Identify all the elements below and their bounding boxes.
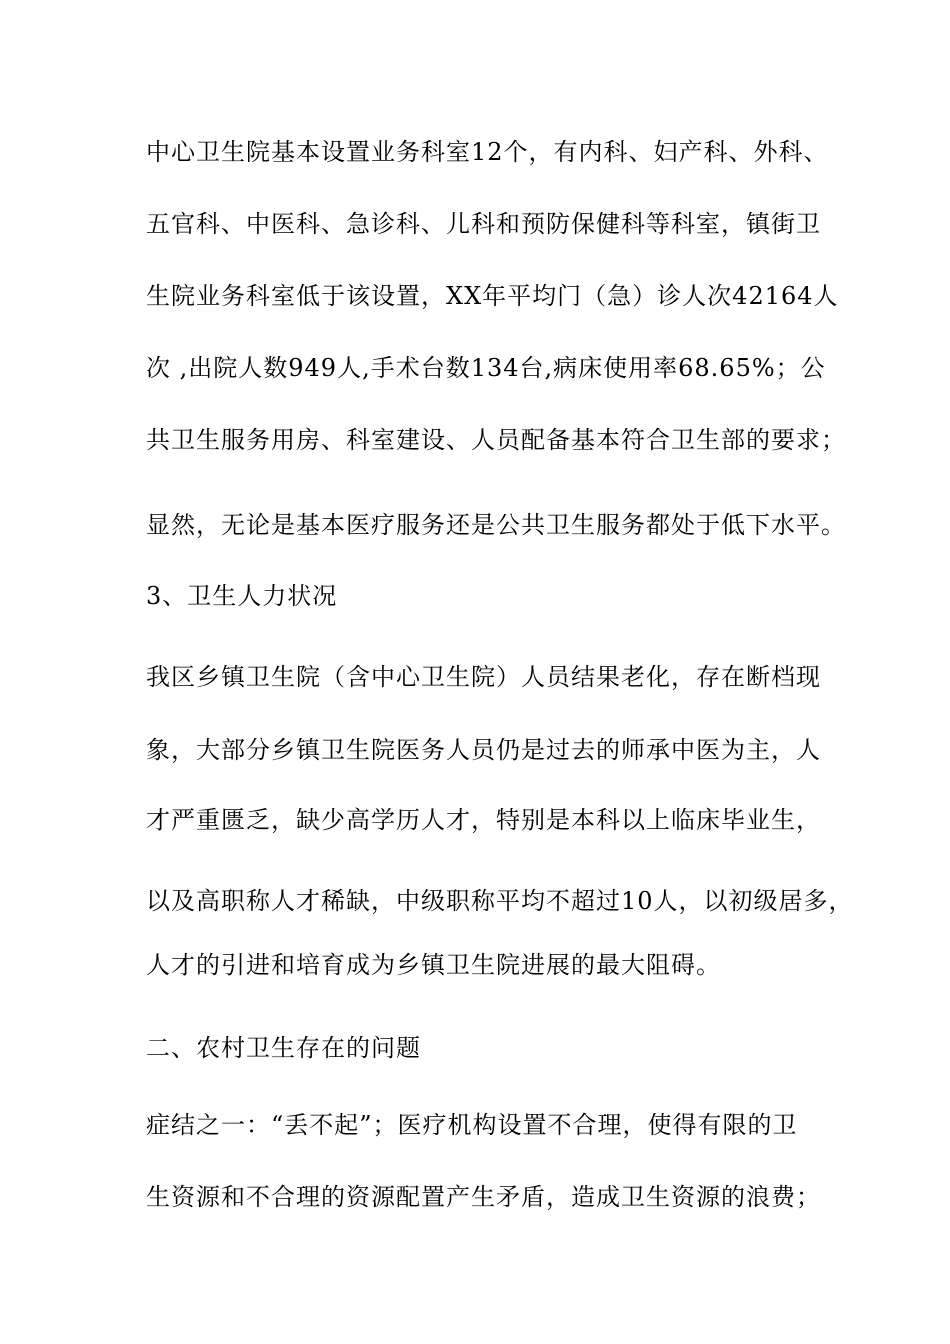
text-line-15: 生资源和不合理的资源配置产生矛盾，造成卫生资源的浪费； — [146, 1183, 821, 1211]
text-line-9: 象，大部分乡镇卫生院医务人员仍是过去的师承中医为主，人 — [146, 736, 821, 764]
section-heading-3: 3、卫生人力状况 — [146, 582, 338, 610]
text-line-5: 共卫生服务用房、科室建设、人员配备基本符合卫生部的要求； — [146, 426, 846, 454]
text-line-12: 人才的引进和培育成为乡镇卫生院进展的最大阻碍。 — [146, 951, 721, 979]
text-line-14: 症结之一：“丢不起”；医疗机构设置不合理，使得有限的卫 — [146, 1111, 798, 1139]
text-line-11: 以及高职称人才稀缺，中级职称平均不超过10人，以初级居多， — [146, 887, 854, 915]
section-heading-2: 二、农村卫生存在的问题 — [146, 1034, 421, 1062]
text-line-8: 我区乡镇卫生院（含中心卫生院）人员结果老化，存在断档现 — [146, 663, 821, 691]
text-line-4: 次 ,出院人数949人,手术台数134台,病床使用率68.65%；公 — [146, 354, 826, 382]
text-line-1: 中心卫生院基本设置业务科室12个，有内科、妇产科、外科、 — [146, 138, 829, 166]
text-line-10: 才严重匮乏，缺少高学历人才，特别是本科以上临床毕业生， — [146, 806, 821, 834]
text-line-3: 生院业务科室低于该设置，XX年平均门（急）诊人次42164人 — [146, 282, 839, 310]
text-line-2: 五官科、中医科、急诊科、儿科和预防保健科等科室，镇街卫 — [146, 210, 821, 238]
text-line-6: 显然，无论是基本医疗服务还是公共卫生服务都处于低下水平。 — [146, 511, 846, 539]
